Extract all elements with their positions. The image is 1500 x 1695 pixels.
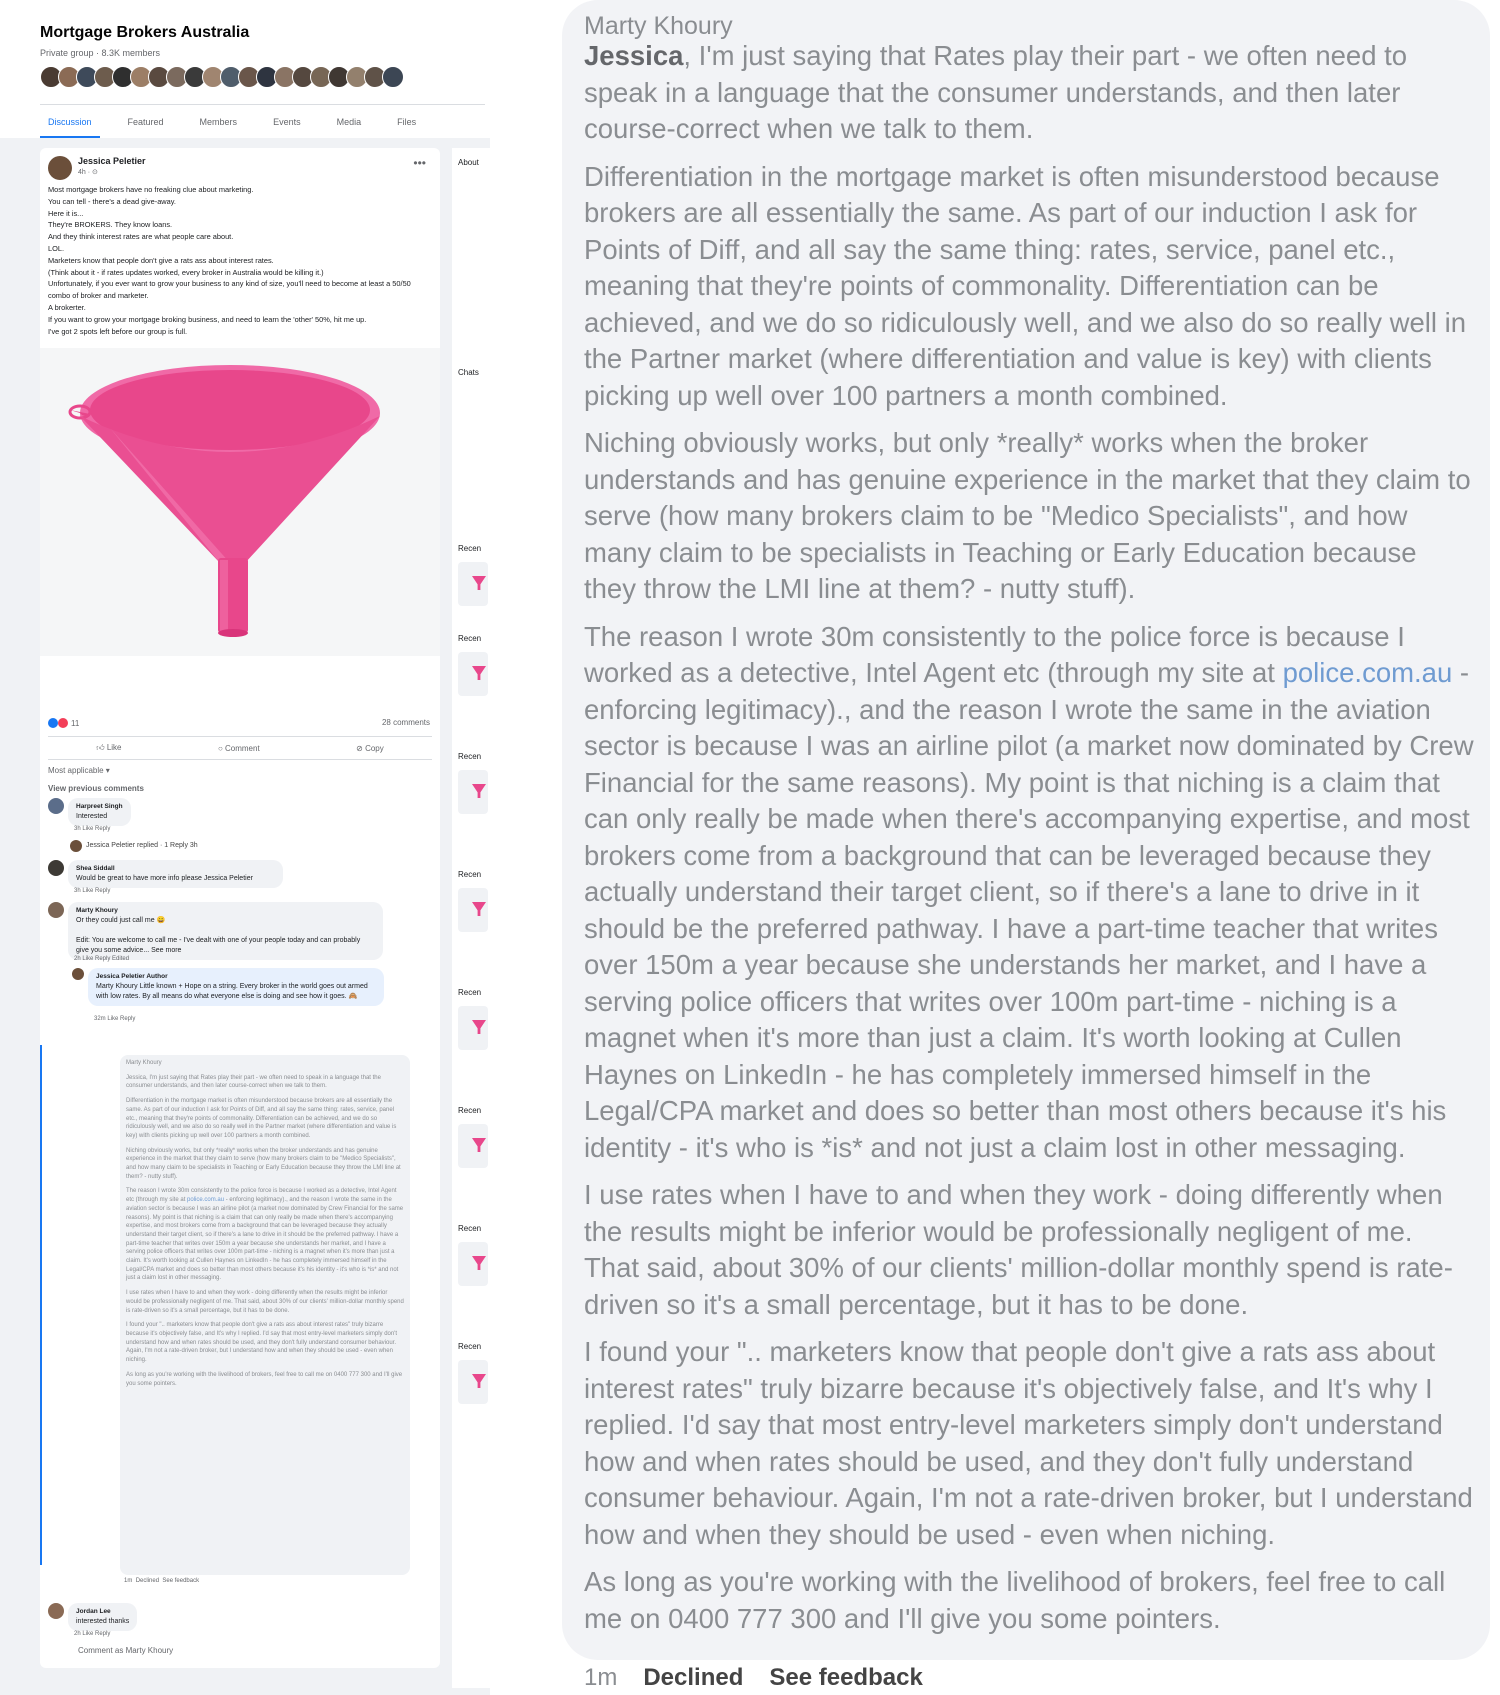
rail-thumbnail[interactable] xyxy=(458,770,488,814)
funnel-icon xyxy=(40,348,440,656)
funnel-icon xyxy=(472,1138,486,1152)
comments-count[interactable]: 28 comments xyxy=(381,718,430,727)
avatar[interactable] xyxy=(48,156,72,180)
post-author[interactable]: Jessica Peletier xyxy=(78,156,146,166)
mention-link[interactable]: Jessica xyxy=(584,40,684,71)
mini-paragraph: Differentiation in the mortgage market is often misunderstood because brokers are all essentially the same. As part of our induction I ask for Points of Diff, and all say the same thing: rates, service, panel etc., meaning that they're points of commonality. Differentiation can be achieved, and we do so ridiculously well, and we also do so really well in the Partner market (where differentiation and value is key) with clients picking up well over 100 partners a month combined. xyxy=(126,1098,397,1139)
copy-button[interactable] xyxy=(356,744,384,753)
reply-count: · 1 Reply 3h xyxy=(159,842,198,849)
rail-thumbnail[interactable] xyxy=(458,1124,488,1168)
mini-feedback[interactable]: See feedback xyxy=(162,1578,200,1584)
zoomed-reply xyxy=(562,0,1490,1695)
reply-paragraph-6: I found your ".. marketers know that people don't give a rats ass about interest rates" truly bizarre because it's objectively false, and It's why I replied. I'd say that most entry-level marketers simply don't understand how and when rates should be used, and they don't fully understand consumer behaviour. Again, I'm not a rate-driven broker, but I understand how and when they should be used - even when niching. xyxy=(584,1336,1473,1550)
mini-paragraph: - enforcing legitimacy)., and the reason I wrote the same in the aviation sector is because I was an airline pilot (a market now dominated by Crew Financial for the same reasons). My point is that niching is a claim that can only really be made when there's accompanying expertise, and most brokers come from a background that can be leveraged because they actually understand their target client, so if there's a lane to drive in it should be the preferred pathway. I have a part-time teacher that writes over 150m a year because she understands her market, and I have a serving police officers that writes over 100m part-time - niching is a magnet when it's more than just a claim. It's worth looking at Cullen Haynes on LinkedIn - he has completely immersed himself in the Legal/CPA market and does so better than most others because it's his identity - it's who is *is* and not just a claim lost in other messaging. xyxy=(126,1197,404,1282)
copy-label: Copy xyxy=(365,743,384,753)
avatar[interactable] xyxy=(72,968,84,980)
reaction-summary[interactable] xyxy=(48,718,79,728)
reply-bubble xyxy=(562,0,1490,1660)
reply-time[interactable]: 1m xyxy=(584,1664,618,1691)
comment-composer-placeholder: Comment as Marty Khoury xyxy=(78,1646,174,1655)
funnel-image[interactable] xyxy=(40,348,440,656)
funnel-icon xyxy=(472,1020,486,1034)
post-line: You can tell - there's a dead give-away. xyxy=(48,196,176,206)
post-line: Most mortgage brokers have no freaking clue about marketing. xyxy=(48,185,254,194)
comment-button[interactable] xyxy=(218,744,260,753)
love-reaction-icon xyxy=(58,718,68,728)
mini-paragraph: As long as you're working with the livelihood of brokers, feel free to call me on 0400 777 300 and I'll give you some pointers. xyxy=(126,1371,403,1387)
post-line: If you want to grow your mortgage broking business, and need to learn the 'other' 50%, hit me up. xyxy=(48,314,367,324)
reply-actions xyxy=(584,1664,923,1692)
comment-sort-dropdown[interactable]: Most applicable ▾ xyxy=(48,766,110,775)
rail-recent[interactable]: Recen xyxy=(458,1106,482,1115)
group-tabs xyxy=(40,104,485,138)
rail-recent[interactable]: Recen xyxy=(458,1224,482,1233)
comment-author[interactable]: Shea Siddall xyxy=(76,865,115,872)
group-meta: Private group · 8.3K members xyxy=(40,48,161,58)
reply-text xyxy=(584,38,1474,1648)
post-line: And they think interest rates are what people care about. xyxy=(48,232,234,242)
mini-status: Declined xyxy=(135,1578,160,1584)
like-reaction-icon xyxy=(48,718,58,728)
tab-members[interactable]: Members xyxy=(199,117,238,127)
comment-author[interactable]: Harpreet Singh xyxy=(76,803,123,810)
member-avatars[interactable] xyxy=(40,66,400,88)
tab-events[interactable]: Events xyxy=(273,117,301,127)
mini-paragraph: , I'm just saying that Rates play their part - we often need to speak in a language that the consumer understands, and then later course-correct when we talk to them. xyxy=(126,1074,381,1090)
funnel-icon xyxy=(472,784,486,798)
comment-actions[interactable]: 3h Like Reply xyxy=(74,888,111,894)
group-title[interactable]: Mortgage Brokers Australia xyxy=(40,24,250,41)
rail-recent[interactable]: Recen xyxy=(458,752,482,761)
post-line: (Think about it - if rates updates worked, every broker in Australia would be killing it.) xyxy=(48,267,324,277)
tab-featured[interactable]: Featured xyxy=(127,117,164,127)
reply-paragraph-7: As long as you're working with the livelihood of brokers, feel free to call me on 0400 777 300 and I'll give you some pointers. xyxy=(584,1566,1446,1634)
comment-edit-text: Edit: You are welcome to call me - I've dealt with one of your people today and can probably give you some advice... See more xyxy=(76,937,361,954)
comment-bubble xyxy=(68,1603,137,1631)
rail-recent[interactable]: Recen xyxy=(458,634,482,643)
comment-text: interested thanks xyxy=(76,1618,130,1625)
rail-thumbnail[interactable] xyxy=(458,888,488,932)
comment-text: Or they could just call me 😄 xyxy=(76,917,166,924)
rail-thumbnail[interactable] xyxy=(458,1360,488,1404)
funnel-icon xyxy=(472,902,486,916)
mini-paragraph: I found your ".. marketers know that people don't give a rats ass about interest rates" truly bizarre because it's objectively false, and It's why I replied. I'd say that most entry-level marketers simply don't understand how and when rates should be used, and they don't fully understand consumer behaviour. Again, I'm not a rate-driven broker, but I understand how and when they should be used - even when niching. xyxy=(126,1322,398,1364)
avatar[interactable] xyxy=(48,798,64,814)
mini-time: 1m xyxy=(124,1578,133,1584)
comment-actions[interactable]: 32m Like Reply xyxy=(94,1016,136,1022)
comment-composer[interactable] xyxy=(40,1640,440,1662)
tab-files[interactable]: Files xyxy=(397,117,417,127)
comment-actions[interactable]: 3h Like Reply xyxy=(74,826,111,832)
comment-bubble xyxy=(88,968,384,1006)
mini-paragraph: Niching obviously works, but only *really* works when the broker understands and has genuine experience in the market that they claim to serve (how many brokers claim to be "Medico Specialists", and how many claim to be specialists in Teaching or Early Education because they throw the LMI line at them? - nutty stuff). xyxy=(126,1147,401,1180)
comment-author[interactable]: Jessica Peletier Author xyxy=(96,973,168,980)
rail-chats[interactable]: Chats xyxy=(458,368,479,377)
mini-mention: Jessica xyxy=(126,1074,147,1081)
comment-text: Interested xyxy=(76,813,108,820)
speech-bubble-icon: ○ xyxy=(217,743,225,753)
reply-text-part: , I'm just saying that Rates play their part - we often need to speak in a language that the consumer understands, and then later course-correct when we talk to them. xyxy=(584,40,1408,144)
reply-status: Declined xyxy=(643,1664,744,1691)
post-time[interactable]: 4h · ⊙ xyxy=(78,169,98,176)
comment-author[interactable]: Jordan Lee xyxy=(76,1608,111,1615)
comment-bubble xyxy=(68,902,383,960)
more-options-icon[interactable]: ••• xyxy=(413,156,426,170)
reply-paragraph-3: Niching obviously works, but only *really* works when the broker understands and has genuine experience in the market that they claim to serve (how many brokers claim to be "Medico Specialists", and how many claim to be specialists in Teaching or Early Education because they throw the LMI line at them? - nutty stuff). xyxy=(584,427,1471,604)
member-avatar[interactable] xyxy=(382,66,404,88)
group-feed-screenshot xyxy=(0,0,490,1695)
see-feedback-link[interactable]: See feedback xyxy=(769,1664,923,1691)
post-line: Unfortunately, if you ever want to grow your business to any kind of size, you'll need to become at least a 50/50 combo of broker and marketer. xyxy=(48,279,411,301)
rail-recent[interactable]: Recen xyxy=(458,988,482,997)
avatar xyxy=(70,840,82,852)
post-line: They're BROKERS. They know loans. xyxy=(48,220,173,230)
rail-recent[interactable]: Recen xyxy=(458,870,482,879)
post-body xyxy=(48,184,433,337)
mini-paragraph: I use rates when I have to and when they work - doing differently when the results might be inferior would be professionally negligent of me. That said, about 30% of our clients' million-dollar monthly spend is rate-driven so it's a small percentage, but it has to be done. xyxy=(126,1290,404,1314)
avatar[interactable] xyxy=(48,902,64,918)
mini-reply-actions[interactable] xyxy=(124,1578,199,1584)
reply-paragraph-1 xyxy=(584,38,1474,148)
reply-text-part: - enforcing legitimacy)., and the reason I wrote the same in the aviation sector is because I was an airline pilot (a market now dominated by Crew Financial for the same reasons). My point is that niching is a claim that can only really be made when there's accompanying expertise, and most brokers come from a background that can be leveraged because they actually understand their target client, so if there's a lane to drive in it should be the preferred pathway. I have a part-time teacher that writes over 150m a year because she understands her market, and I have a serving police officers that writes over 100m part-time - niching is a magnet when it's more than just a claim. It's worth looking at Cullen Haynes on LinkedIn - he has completely immersed himself in the Legal/CPA market and does so better than most others because it's his identity - it's who is *is* and not just a claim lost in other messaging. xyxy=(584,657,1474,1163)
mini-link[interactable]: police.com.au xyxy=(187,1197,225,1204)
post-action-bar xyxy=(48,736,432,760)
post-line: I've got 2 spots left before our group is full. xyxy=(48,326,188,336)
rail-recent[interactable]: Recen xyxy=(458,1342,482,1351)
mini-reply-author: Marty Khoury xyxy=(126,1060,162,1066)
group-header xyxy=(0,0,490,138)
funnel-icon xyxy=(472,576,486,590)
rail-thumbnail[interactable] xyxy=(458,1006,488,1050)
reply-text-part: The reason I wrote 30m consistently to the police force is because I worked as a detective, Intel Agent etc (through my site at xyxy=(584,620,1405,688)
comment-actions[interactable]: 2h Like Reply xyxy=(74,1631,111,1637)
police-link[interactable]: police.com.au xyxy=(1282,657,1453,688)
post-line: A brokerter. xyxy=(48,302,86,312)
view-previous-comments[interactable]: View previous comments xyxy=(48,784,144,793)
reply-author: Jessica Peletier replied xyxy=(86,842,158,849)
reply-summary[interactable] xyxy=(86,842,198,849)
post-line: Marketers know that people don't give a rats ass about interest rates. xyxy=(48,255,274,265)
reply-paragraph-2: Differentiation in the mortgage market is often misunderstood because brokers are all essentially the same. As part of our induction I ask for Points of Diff, and all say the same thing: rates, service, panel etc., meaning that they're points of commonality. Differentiation can be achieved, and we do so ridiculously well, and we also do so really well in the Partner market (where differentiation and value is key) with clients picking up well over 100 partners a month combined. xyxy=(584,160,1467,411)
mini-reply-bubble xyxy=(120,1055,410,1575)
post-line: Here it is... xyxy=(48,208,84,218)
reply-paragraph-5: I use rates when I have to and when they work - doing differently when the results might be inferior would be professionally negligent of me. That said, about 30% of our clients' million-dollar monthly spend is rate-driven so it's a small percentage, but it has to be done. xyxy=(584,1179,1453,1320)
like-button[interactable] xyxy=(96,743,121,753)
comment-bubble xyxy=(68,798,131,826)
reply-author[interactable]: Marty Khoury xyxy=(584,12,733,40)
funnel-icon xyxy=(472,1256,486,1270)
reaction-count: 11 xyxy=(71,718,80,728)
avatar[interactable] xyxy=(48,1603,64,1619)
comment-bubble xyxy=(68,860,283,888)
rail-about[interactable]: About xyxy=(458,158,479,167)
like-label: Like xyxy=(106,743,122,752)
thumbs-up-icon: 👍︎ xyxy=(96,743,107,752)
comment-text: Would be great to have more info please Jessica Peletier xyxy=(76,875,253,882)
thread-connector xyxy=(40,1045,42,1565)
avatar[interactable] xyxy=(48,860,64,876)
comment-label: Comment xyxy=(225,743,260,753)
right-rail xyxy=(452,148,490,1688)
funnel-icon xyxy=(472,1374,486,1388)
post-line: LOL. xyxy=(48,243,65,253)
tab-discussion[interactable]: Discussion xyxy=(40,115,100,138)
reply-paragraph-4 xyxy=(584,619,1474,1167)
link-icon: ⊘ xyxy=(356,743,366,753)
tab-media[interactable]: Media xyxy=(336,117,362,127)
comment-author[interactable]: Marty Khoury xyxy=(76,907,118,914)
comment-text: Marty Khoury Little known + Hope on a string. Every broker in the world goes out armed with low rates. By all means do what everyone else is doing and see how it goes. 🙈 xyxy=(96,983,368,1000)
rail-thumbnail[interactable] xyxy=(458,1242,488,1286)
mini-paragraph: The reason I wrote 30m consistently to the police force is because I worked as a detective, Intel Agent etc (through my site at xyxy=(126,1188,397,1204)
comment-actions[interactable]: 2h Like Reply Edited xyxy=(74,956,130,962)
funnel-icon xyxy=(472,666,486,680)
rail-thumbnail[interactable] xyxy=(458,562,488,606)
rail-thumbnail[interactable] xyxy=(458,652,488,696)
rail-recent[interactable]: Recen xyxy=(458,544,482,553)
